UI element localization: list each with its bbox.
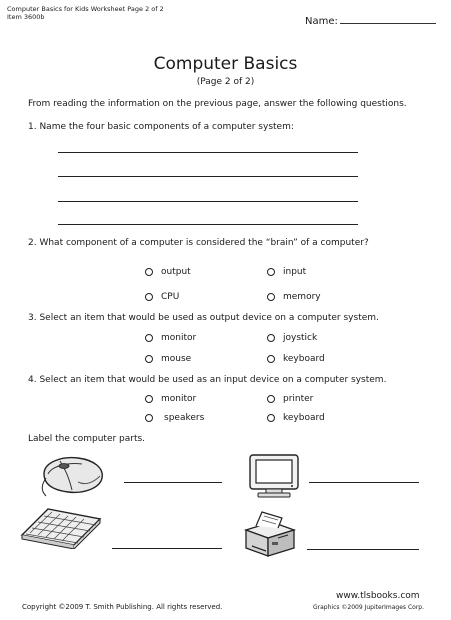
label-line-mouse[interactable] bbox=[124, 482, 222, 483]
name-field[interactable] bbox=[305, 14, 436, 27]
q3-option-mouse[interactable]: mouse bbox=[145, 354, 191, 364]
radio-circle-icon[interactable] bbox=[267, 268, 275, 276]
printer-icon bbox=[238, 508, 300, 560]
q2-option-cpu[interactable]: CPU bbox=[145, 292, 179, 302]
radio-circle-icon[interactable] bbox=[267, 334, 275, 342]
question-3: 3. Select an item that would be used as output device on a computer system. bbox=[28, 313, 379, 323]
graphics-credit: Graphics ©2009 JupiterImages Corp. bbox=[313, 604, 425, 611]
q2-option-memory[interactable]: memory bbox=[267, 292, 321, 302]
name-label: Name: bbox=[305, 16, 338, 27]
q2-option-output[interactable]: output bbox=[145, 267, 191, 277]
radio-circle-icon[interactable] bbox=[145, 414, 153, 422]
q3-option-monitor[interactable]: monitor bbox=[145, 333, 196, 343]
q4-option-monitor[interactable]: monitor bbox=[145, 394, 196, 404]
answer-line-2[interactable] bbox=[58, 176, 358, 177]
name-line[interactable] bbox=[340, 14, 436, 24]
label-line-monitor[interactable] bbox=[309, 482, 419, 483]
question-1: 1. Name the four basic components of a computer system: bbox=[28, 122, 294, 132]
radio-circle-icon[interactable] bbox=[145, 268, 153, 276]
radio-circle-icon[interactable] bbox=[267, 395, 275, 403]
radio-circle-icon[interactable] bbox=[267, 414, 275, 422]
label-instructions: Label the computer parts. bbox=[28, 434, 146, 444]
label-line-printer[interactable] bbox=[307, 549, 419, 550]
q4-option-keyboard[interactable]: keyboard bbox=[267, 413, 325, 423]
intro-text: From reading the information on the previous page, answer the following questions. bbox=[28, 99, 407, 109]
q2-option-input[interactable]: input bbox=[267, 267, 306, 277]
answer-line-1[interactable] bbox=[58, 152, 358, 153]
mouse-icon bbox=[38, 452, 110, 498]
radio-circle-icon[interactable] bbox=[267, 293, 275, 301]
q3-option-joystick[interactable]: joystick bbox=[267, 333, 317, 343]
monitor-icon bbox=[246, 453, 302, 499]
radio-circle-icon[interactable] bbox=[145, 395, 153, 403]
answer-line-3[interactable] bbox=[58, 201, 358, 202]
q4-option-printer[interactable]: printer bbox=[267, 394, 313, 404]
copyright-text: Copyright ©2009 T. Smith Publishing. All rights reserved. bbox=[22, 603, 223, 611]
page-subtitle: (Page 2 of 2) bbox=[196, 77, 255, 87]
q4-option-speakers[interactable]: speakers bbox=[145, 413, 204, 423]
radio-circle-icon[interactable] bbox=[145, 293, 153, 301]
q3-option-keyboard[interactable]: keyboard bbox=[267, 354, 325, 364]
question-4: 4. Select an item that would be used as an input device on a computer system. bbox=[28, 375, 387, 385]
website-link[interactable]: www.tlsbooks.com bbox=[336, 591, 420, 601]
radio-circle-icon[interactable] bbox=[145, 334, 153, 342]
radio-circle-icon[interactable] bbox=[145, 355, 153, 363]
answer-line-4[interactable] bbox=[58, 224, 358, 225]
label-line-keyboard[interactable] bbox=[112, 548, 222, 549]
keyboard-icon bbox=[18, 505, 104, 549]
worksheet-header-title: Computer Basics for Kids Worksheet Page 2 of 2 bbox=[7, 5, 164, 13]
page-title: Computer Basics bbox=[153, 54, 298, 74]
item-number: Item 3600b bbox=[7, 13, 45, 21]
radio-circle-icon[interactable] bbox=[267, 355, 275, 363]
question-2: 2. What component of a computer is considered the “brain” of a computer? bbox=[28, 238, 369, 248]
